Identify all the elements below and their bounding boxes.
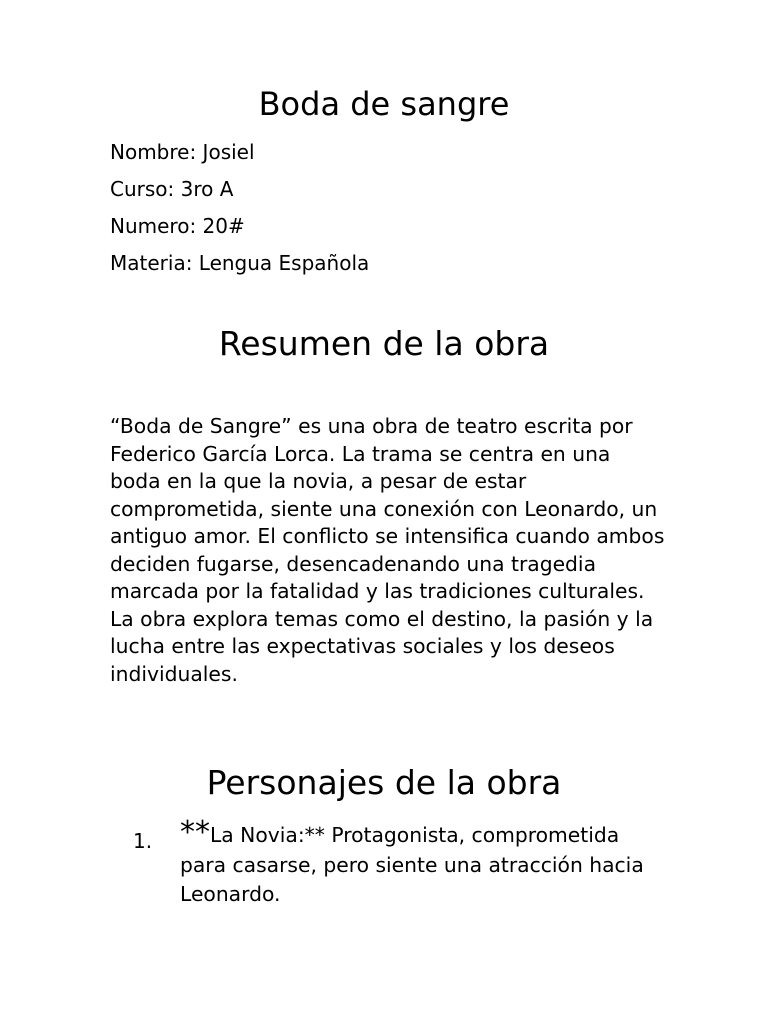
list-item-prefix: **: [180, 815, 210, 850]
list-item-number: 1.: [133, 829, 153, 853]
meta-curso: Curso: 3ro A: [110, 177, 234, 201]
list-item-text: [180, 815, 670, 910]
summary-heading: Resumen de la obra: [218, 324, 550, 363]
meta-nombre: Nombre: Josiel: [110, 140, 255, 164]
list-item-body: La Novia:** Protagonista, comprometida para casarse, pero siente una atracción hacia Leonardo.: [180, 823, 644, 906]
meta-numero: Numero: 20#: [110, 214, 245, 238]
summary-paragraph: “Boda de Sangre” es una obra de teatro escrita por Federico García Lorca. La trama se centra en una boda en la que la novia, a pesar de estar comprometida, siente una conexión con Leonardo, un antiguo amor. El conflicto se intensifica cuando ambos deciden fugarse, desencadenando una tragedia marcada por la fatalidad y las tradiciones culturales. La obra explora temas como el destino, la pasión y la lucha entre las expectativas sociales y los deseos individuales.: [110, 414, 665, 686]
document-title: Boda de sangre: [258, 85, 510, 123]
meta-materia: Materia: Lengua Española: [110, 251, 370, 275]
characters-heading: Personajes de la obra: [206, 763, 562, 802]
